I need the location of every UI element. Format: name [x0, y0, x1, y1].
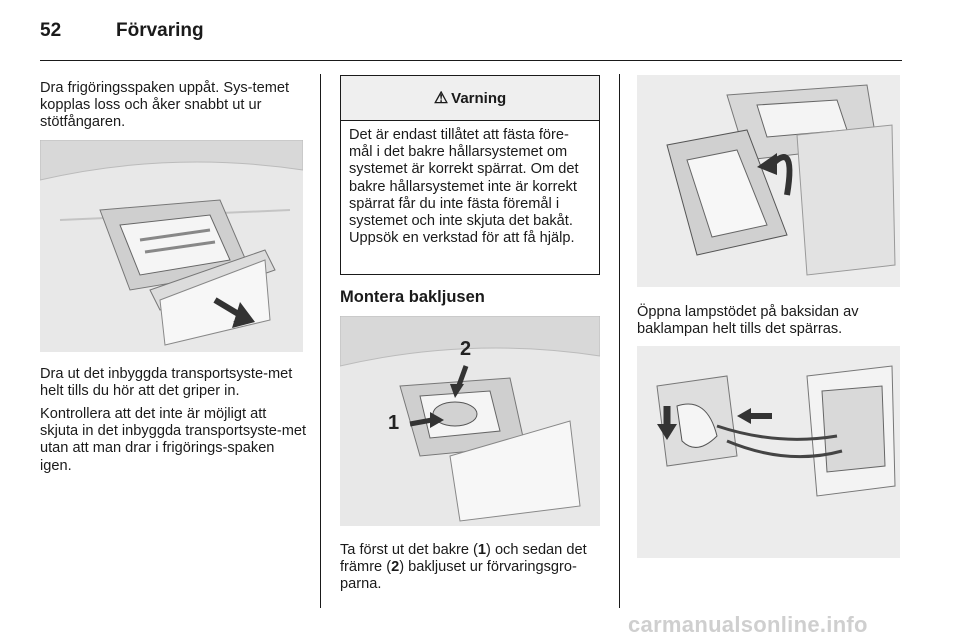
header-rule	[40, 60, 902, 61]
col1-paragraph-2: Dra ut det inbyggda transportsyste-met helt tills du hör att det griper in.	[40, 366, 293, 400]
page-number: 52	[40, 20, 62, 41]
col1-paragraph-1: Dra frigöringsspaken uppåt. Sys-temet kopplas loss och åker snabbt ut ur stötfångaren.	[40, 80, 290, 131]
warning-text: Det är endast tillåtet att fästa före-mål i det bakre hållarsystemet om systemet är korrekt spärrat. Om det bakre hållarsystemet inte är korrekt spärrat får du inte fästa föremål i systemet och inte skjuta det bakåt. Uppsök en verkstad för att få hjälp.	[349, 127, 579, 247]
illustration-release-lever	[40, 140, 303, 352]
col1-paragraph-3: Kontrollera att det inte är möjligt att skjuta in det inbyggda transportsyste-met utan att man drar i frigörings-spaken igen.	[40, 406, 307, 474]
page-title: Förvaring	[116, 20, 204, 41]
callout-1: 1	[388, 412, 400, 434]
bold-number-2: 2	[391, 559, 400, 576]
column-divider-2	[619, 74, 620, 608]
warning-box	[340, 75, 600, 275]
warning-title: Varning	[451, 89, 507, 107]
col3-paragraph-1: Öppna lampstödet på baksidan av baklampan helt tills det spärras.	[637, 304, 859, 338]
text-mid: ) och sedan det främre (	[340, 542, 587, 576]
section-heading: Montera bakljusen	[340, 288, 485, 306]
illustration-remove-taillights	[340, 316, 600, 526]
warning-header	[341, 76, 599, 121]
column-divider-1	[320, 74, 321, 608]
text-before: Ta först ut det bakre (	[340, 542, 478, 558]
col2-paragraph-instructions	[340, 542, 605, 594]
illustration-lamp-cable	[637, 346, 900, 558]
warning-triangle-icon: ⚠	[433, 90, 449, 107]
text-after: ) bakljuset ur förvaringsgro-parna.	[340, 559, 577, 593]
callout-2: 2	[460, 338, 472, 360]
bold-number-1: 1	[477, 542, 487, 558]
illustration-lamp-support	[637, 75, 900, 287]
watermark: carmanualsonline.info	[628, 612, 868, 637]
